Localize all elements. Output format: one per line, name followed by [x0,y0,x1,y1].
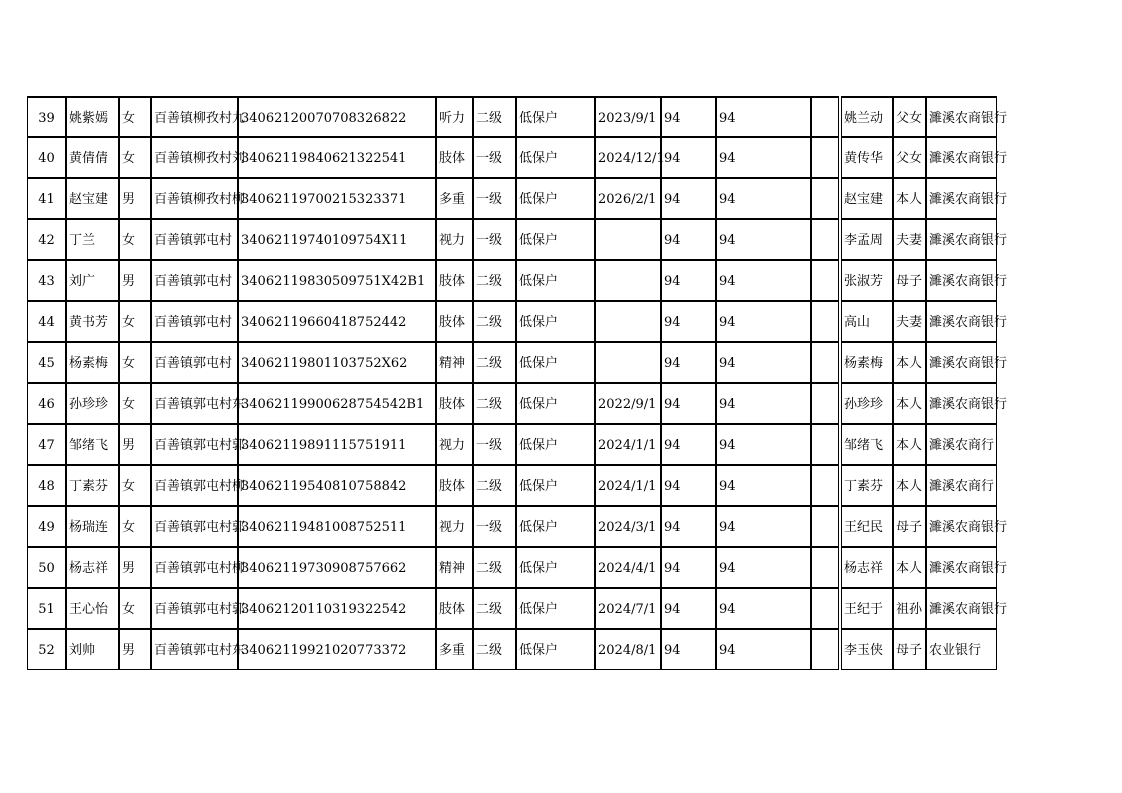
bank-cell: 濉溪农商银行 [926,588,997,629]
name-cell: 黄书芳 [66,301,119,342]
disability-level-cell: 二级 [473,547,516,588]
address-cell: 百善镇郭屯村郭 [151,506,238,547]
disability-level-cell: 二级 [473,96,516,137]
household-category-cell: 低保户 [516,137,595,178]
disability-level-cell: 二级 [473,260,516,301]
amount-cell: 94 [661,588,716,629]
address-cell: 百善镇柳孜村刘 [151,137,238,178]
disability-type-cell: 精神 [436,547,473,588]
gender-cell: 女 [119,342,151,383]
start-date-cell: 2024/1/1 [595,424,661,465]
row-number-cell: 48 [27,465,66,506]
household-category-cell: 低保户 [516,629,595,670]
total-amount-cell: 94 [716,342,811,383]
gender-cell: 女 [119,219,151,260]
blank-cell [811,383,839,424]
disability-type-cell: 听力 [436,96,473,137]
disability-level-cell: 二级 [473,465,516,506]
name-cell: 姚紫嫣 [66,96,119,137]
gender-cell: 女 [119,465,151,506]
blank-cell [811,588,839,629]
id-number-cell: 34062119700215323371 [238,178,436,219]
disability-level-cell: 一级 [473,424,516,465]
total-amount-cell: 94 [716,383,811,424]
amount-cell: 94 [661,219,716,260]
blank-cell [811,424,839,465]
start-date-cell [595,219,661,260]
name-cell: 丁兰 [66,219,119,260]
row-number-cell: 52 [27,629,66,670]
gender-cell: 男 [119,178,151,219]
bank-cell: 濉溪农商银行 [926,383,997,424]
amount-cell: 94 [661,383,716,424]
address-cell: 百善镇郭屯村 [151,219,238,260]
start-date-cell: 2023/9/1 [595,96,661,137]
bank-cell: 濉溪农商银行 [926,301,997,342]
address-cell: 百善镇郭屯村柳 [151,465,238,506]
id-number-cell: 34062120070708326822 [238,96,436,137]
bank-cell: 濉溪农商银行 [926,506,997,547]
start-date-cell: 2026/2/1 [595,178,661,219]
name-cell: 杨瑞连 [66,506,119,547]
household-category-cell: 低保户 [516,96,595,137]
address-cell: 百善镇郭屯村郭 [151,588,238,629]
name-cell: 孙珍珍 [66,383,119,424]
gender-cell: 女 [119,383,151,424]
household-category-cell: 低保户 [516,383,595,424]
amount-cell: 94 [661,629,716,670]
row-number-cell: 42 [27,219,66,260]
row-number-cell: 49 [27,506,66,547]
relationship-cell: 本人 [893,465,926,506]
blank-cell [811,178,839,219]
row-number-cell: 46 [27,383,66,424]
name-cell: 王心怡 [66,588,119,629]
household-category-cell: 低保户 [516,547,595,588]
household-category-cell: 低保户 [516,465,595,506]
total-amount-cell: 94 [716,629,811,670]
agent-name-cell: 赵宝建 [841,178,893,219]
disability-type-cell: 肢体 [436,465,473,506]
disability-type-cell: 视力 [436,506,473,547]
total-amount-cell: 94 [716,547,811,588]
row-number-cell: 41 [27,178,66,219]
relationship-cell: 本人 [893,383,926,424]
agent-name-cell: 李玉侠 [841,629,893,670]
name-cell: 丁素芬 [66,465,119,506]
total-amount-cell: 94 [716,506,811,547]
blank-cell [811,547,839,588]
relationship-cell: 本人 [893,342,926,383]
start-date-cell [595,260,661,301]
id-number-cell: 34062119740109754X11 [238,219,436,260]
address-cell: 百善镇郭屯村柳 [151,547,238,588]
start-date-cell: 2024/4/1 [595,547,661,588]
disability-type-cell: 视力 [436,424,473,465]
blank-cell [811,506,839,547]
id-number-cell: 34062119900628754542B1 [238,383,436,424]
id-number-cell: 34062119540810758842 [238,465,436,506]
total-amount-cell: 94 [716,424,811,465]
total-amount-cell: 94 [716,137,811,178]
amount-cell: 94 [661,424,716,465]
relationship-cell: 本人 [893,547,926,588]
amount-cell: 94 [661,137,716,178]
amount-cell: 94 [661,178,716,219]
start-date-cell [595,342,661,383]
bank-cell: 濉溪农商银行 [926,137,997,178]
id-number-cell: 34062119921020773372 [238,629,436,670]
disability-type-cell: 肢体 [436,383,473,424]
row-number-cell: 45 [27,342,66,383]
agent-name-cell: 高山 [841,301,893,342]
row-number-cell: 44 [27,301,66,342]
relationship-cell: 父女 [893,137,926,178]
id-number-cell: 34062119840621322541 [238,137,436,178]
name-cell: 杨素梅 [66,342,119,383]
address-cell: 百善镇郭屯村 [151,301,238,342]
disability-type-cell: 视力 [436,219,473,260]
gender-cell: 女 [119,137,151,178]
amount-cell: 94 [661,547,716,588]
bank-cell: 濉溪农商银行 [926,219,997,260]
household-category-cell: 低保户 [516,219,595,260]
household-category-cell: 低保户 [516,178,595,219]
name-cell: 刘广 [66,260,119,301]
relationship-cell: 父女 [893,96,926,137]
total-amount-cell: 94 [716,219,811,260]
address-cell: 百善镇郭屯村东 [151,383,238,424]
name-cell: 刘帅 [66,629,119,670]
agent-name-cell: 邹绪飞 [841,424,893,465]
household-category-cell: 低保户 [516,424,595,465]
total-amount-cell: 94 [716,465,811,506]
disability-level-cell: 一级 [473,219,516,260]
bank-cell: 濉溪农商银行 [926,178,997,219]
start-date-cell: 2024/8/1 [595,629,661,670]
relationship-cell: 母子 [893,629,926,670]
agent-name-cell: 杨素梅 [841,342,893,383]
amount-cell: 94 [661,96,716,137]
blank-cell [811,465,839,506]
blank-cell [811,137,839,178]
agent-name-cell: 黄传华 [841,137,893,178]
address-cell: 百善镇柳孜村九 [151,96,238,137]
disability-type-cell: 多重 [436,629,473,670]
row-number-cell: 43 [27,260,66,301]
blank-cell [811,260,839,301]
disability-type-cell: 肢体 [436,301,473,342]
disability-level-cell: 二级 [473,342,516,383]
start-date-cell [595,301,661,342]
name-cell: 杨志祥 [66,547,119,588]
id-number-cell: 34062119730908757662 [238,547,436,588]
household-category-cell: 低保户 [516,588,595,629]
amount-cell: 94 [661,506,716,547]
agent-name-cell: 杨志祥 [841,547,893,588]
agent-name-cell: 王纪民 [841,506,893,547]
name-cell: 黄倩倩 [66,137,119,178]
gender-cell: 女 [119,588,151,629]
id-number-cell: 34062120110319322542 [238,588,436,629]
relationship-cell: 夫妻 [893,301,926,342]
agent-name-cell: 丁素芬 [841,465,893,506]
blank-cell [811,342,839,383]
disability-level-cell: 一级 [473,506,516,547]
row-number-cell: 39 [27,96,66,137]
disability-type-cell: 肢体 [436,260,473,301]
gender-cell: 男 [119,547,151,588]
blank-cell [811,629,839,670]
address-cell: 百善镇郭屯村东 [151,629,238,670]
bank-cell: 濉溪农商银行 [926,342,997,383]
gender-cell: 女 [119,96,151,137]
disability-type-cell: 肢体 [436,137,473,178]
agent-name-cell: 姚兰动 [841,96,893,137]
start-date-cell: 2024/12/1 [595,137,661,178]
gender-cell: 男 [119,424,151,465]
household-category-cell: 低保户 [516,506,595,547]
row-number-cell: 40 [27,137,66,178]
id-number-cell: 34062119830509751X42B1 [238,260,436,301]
row-number-cell: 51 [27,588,66,629]
agent-name-cell: 张淑芳 [841,260,893,301]
disability-type-cell: 精神 [436,342,473,383]
total-amount-cell: 94 [716,178,811,219]
relationship-cell: 母子 [893,506,926,547]
bank-cell: 农业银行 [926,629,997,670]
relationship-cell: 本人 [893,178,926,219]
blank-cell [811,301,839,342]
gender-cell: 男 [119,629,151,670]
relationship-cell: 本人 [893,424,926,465]
id-number-cell: 34062119801103752X62 [238,342,436,383]
gender-cell: 男 [119,260,151,301]
amount-cell: 94 [661,260,716,301]
total-amount-cell: 94 [716,301,811,342]
address-cell: 百善镇郭屯村 [151,260,238,301]
disability-level-cell: 一级 [473,137,516,178]
bank-cell: 濉溪农商行 [926,424,997,465]
agent-name-cell: 王纪于 [841,588,893,629]
id-number-cell: 34062119660418752442 [238,301,436,342]
amount-cell: 94 [661,465,716,506]
row-number-cell: 50 [27,547,66,588]
amount-cell: 94 [661,342,716,383]
bank-cell: 濉溪农商行 [926,465,997,506]
household-category-cell: 低保户 [516,301,595,342]
address-cell: 百善镇郭屯村郭 [151,424,238,465]
disability-type-cell: 肢体 [436,588,473,629]
address-cell: 百善镇郭屯村 [151,342,238,383]
relationship-cell: 夫妻 [893,219,926,260]
agent-name-cell: 李孟周 [841,219,893,260]
address-cell: 百善镇柳孜村柳 [151,178,238,219]
household-category-cell: 低保户 [516,260,595,301]
bank-cell: 濉溪农商银行 [926,547,997,588]
gender-cell: 女 [119,301,151,342]
blank-cell [811,96,839,137]
start-date-cell: 2022/9/1 [595,383,661,424]
disability-level-cell: 二级 [473,629,516,670]
total-amount-cell: 94 [716,96,811,137]
disability-level-cell: 二级 [473,301,516,342]
household-category-cell: 低保户 [516,342,595,383]
disability-level-cell: 一级 [473,178,516,219]
blank-cell [811,219,839,260]
id-number-cell: 34062119481008752511 [238,506,436,547]
bank-cell: 濉溪农商银行 [926,260,997,301]
name-cell: 邹绪飞 [66,424,119,465]
start-date-cell: 2024/3/1 [595,506,661,547]
gender-cell: 女 [119,506,151,547]
disability-type-cell: 多重 [436,178,473,219]
name-cell: 赵宝建 [66,178,119,219]
disability-level-cell: 二级 [473,588,516,629]
total-amount-cell: 94 [716,260,811,301]
id-number-cell: 34062119891115751911 [238,424,436,465]
total-amount-cell: 94 [716,588,811,629]
start-date-cell: 2024/7/1 [595,588,661,629]
agent-name-cell: 孙珍珍 [841,383,893,424]
start-date-cell: 2024/1/1 [595,465,661,506]
disability-level-cell: 二级 [473,383,516,424]
relationship-cell: 祖孙 [893,588,926,629]
row-number-cell: 47 [27,424,66,465]
amount-cell: 94 [661,301,716,342]
bank-cell: 濉溪农商银行 [926,96,997,137]
relationship-cell: 母子 [893,260,926,301]
